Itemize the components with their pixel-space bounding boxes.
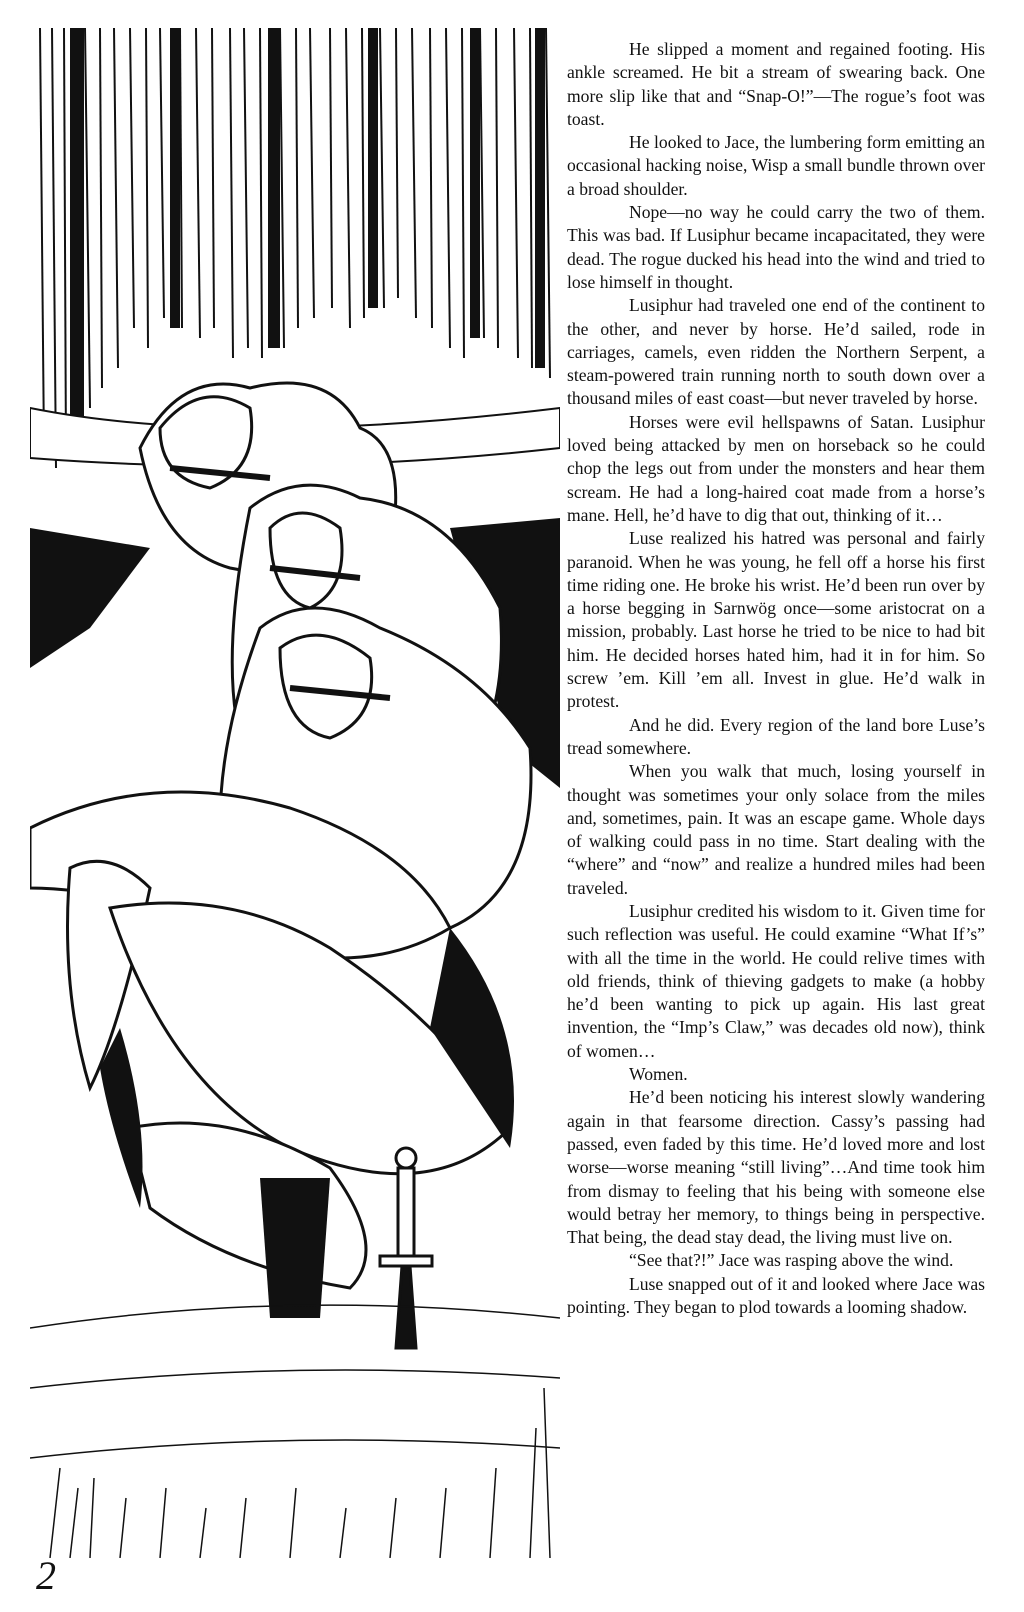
story-text-column	[567, 38, 985, 1319]
paragraph: Lusiphur credited his wisdom to it. Given time for such reflection was useful. He could examine “What If’s” with all the time in the world. He could relive times with old friends, think of thieving gadgets to make (a hobby he’d been wanting to pick up again. His last great invention, the “Imp’s Claw,” was decades old now), think of women…	[567, 900, 985, 1061]
hooded-travelers-in-wind-icon	[30, 28, 560, 1558]
story-illustration	[30, 28, 560, 1558]
paragraph: When you walk that much, losing yourself in thought was sometimes your only solace from the miles and, sometimes, pain. It was an escape game. Whole days of walking could pass in no time. Start dealing with the “where” and “now” and realize a hundred miles had been traveled.	[567, 761, 985, 898]
paragraph: Horses were evil hellspawns of Satan. Lusiphur loved being attacked by men on horseback so he could chop the legs out from under the monsters and hear them scream. He had a long-haired coat made from a horse’s mane. Hell, he’d have to dig that out, thinking of it…	[567, 411, 985, 525]
paragraph: Luse realized his hatred was personal and fairly paranoid. When he was young, he fell off a horse his first time riding one. He broke his wrist. He’d been run over by a horse begging in Sarnwög once—some aristocrat on a mission, probably. Last horse he tried to be nice to had bit him. He decided horses hated him, had it in for him. So screw ’em. Kill ’em all. Invest in glue. He’d walk in protest.	[567, 528, 985, 712]
paragraph: Luse snapped out of it and looked where Jace was pointing. They began to plod towards a looming shadow.	[567, 1273, 985, 1318]
paragraph: “See that?!” Jace was rasping above the wind.	[629, 1250, 954, 1271]
paragraph: And he did. Every region of the land bore Luse’s tread somewhere.	[567, 714, 985, 758]
page-number: 2	[36, 1553, 56, 1598]
paragraph: He’d been noticing his interest slowly wandering again in that fearsome direction. Cassy’s passing had passed, even faded by this time. He’d loved more and lost worse—worse meaning “still living”…And time took him from dismay to feeling that his being with someone else would betray her memory, to things being in perspective. That being, the dead stay dead, the living must live on.	[567, 1087, 985, 1248]
paragraph: He slipped a moment and regained footing. His ankle screamed. He bit a stream of swearing back. One more slip like that and “Snap-O!”—The rogue’s foot was toast.	[567, 39, 985, 129]
paragraph: Women.	[629, 1064, 688, 1085]
paragraph: He looked to Jace, the lumbering form emitting an occasional hacking noise, Wisp a small bundle thrown over a broad shoulder.	[567, 132, 985, 199]
paragraph: Nope—no way he could carry the two of them. This was bad. If Lusiphur became incapacitated, they were dead. The rogue ducked his head into the wind and tried to lose himself in thought.	[567, 202, 985, 292]
paragraph: Lusiphur had traveled one end of the continent to the other, and never by horse. He’d sailed, rode in carriages, camels, even ridden the Northern Serpent, a steam-powered train running north to south down over a thousand miles of east coast—but never traveled by horse.	[567, 295, 985, 409]
